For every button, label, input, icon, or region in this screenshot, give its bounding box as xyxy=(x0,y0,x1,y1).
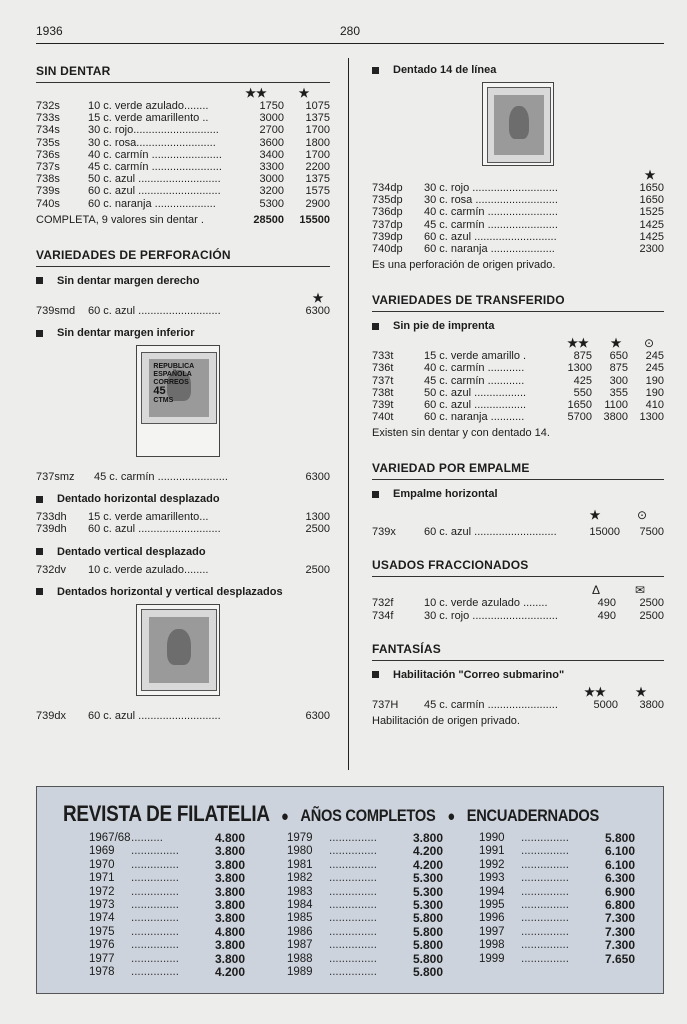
section-title-perforacion: VARIEDADES DE PERFORACIÓN xyxy=(36,248,330,267)
bullet-square-icon xyxy=(372,67,379,74)
list-item: 733t 15 c. verde amarillo . 875 650 245 xyxy=(372,350,664,363)
list-item: 740dp 60 c. naranja ..................... 2300 xyxy=(372,242,664,255)
bullet-square-icon xyxy=(36,330,43,337)
bullet-square-icon xyxy=(36,496,43,503)
price-row: 1980 ............... 4.200 xyxy=(287,844,444,859)
list-item: 740t 60 c. naranja ........... 5700 3800 1300 xyxy=(372,411,664,424)
stamp-image xyxy=(487,87,551,163)
list-item: 734f 30 c. rojo ............................ 490 2500 xyxy=(372,609,664,622)
price-row: 1973 ............... 3.800 xyxy=(89,897,246,912)
bullet-square-icon xyxy=(372,671,379,678)
price-row: 1967/68 .......... 4.800 xyxy=(89,831,246,845)
column-divider xyxy=(348,58,349,770)
list-item: 739smd 60 c. azul ........................... 6300 xyxy=(36,304,330,317)
section-title-sin-dentar: SIN DENTAR xyxy=(36,64,330,83)
note-text: Existen sin dentar y con dentado 14. xyxy=(372,427,550,440)
used-symbol: ⊙ xyxy=(636,508,648,523)
list-item: 735dp 30 c. rosa ........................... 1650 xyxy=(372,194,664,207)
price-row: 1971 ............... 3.800 xyxy=(89,871,246,886)
note-text: Habilitación de origen privado. xyxy=(372,715,520,727)
price-row: 1974 ............... 3.800 xyxy=(89,911,246,926)
list-item: 739dh 60 c. azul ........................... 2500 xyxy=(36,523,330,536)
price-column xyxy=(89,832,259,979)
sin-dentar-list xyxy=(36,100,330,210)
list-item: 740s 60 c. naranja .................... 5300 2900 xyxy=(36,197,330,210)
subsection-title: Habilitación "Correo submarino" xyxy=(372,669,664,681)
section-title-empalme: VARIEDAD POR EMPALME xyxy=(372,461,664,480)
list-item: 737smz 45 c. carmín ....................... 6300 xyxy=(36,471,330,484)
header-year: 1936 xyxy=(36,24,63,38)
price-row: 1996 ............... 7.300 xyxy=(479,911,636,926)
list-item: 736dp 40 c. carmín ....................... 1525 xyxy=(372,206,664,219)
note-text: Es una perforación de origen privado. xyxy=(372,259,556,272)
stamp-lettering: REPUBLICA ESPAÑOLA CORREOS 45 CTMS xyxy=(153,363,195,405)
price-row: 1970 ............... 3.800 xyxy=(89,857,246,872)
symbol-row xyxy=(372,336,664,350)
list-item: 732dv 10 c. verde azulado........ 2500 xyxy=(36,563,330,576)
portrait-icon xyxy=(167,629,191,665)
price-row: 1992 ............... 6.100 xyxy=(479,857,636,872)
dentado-horizontal-list xyxy=(36,511,330,535)
price-row: 1990 ............... 5.800 xyxy=(479,831,636,845)
price-row: 1988 ............... 5.800 xyxy=(287,951,444,966)
list-item: 738s 50 c. azul ........................... 3000 1375 xyxy=(36,173,330,186)
price-row: 1981 ............... 4.200 xyxy=(287,857,444,872)
section-title-transferido: VARIEDADES DE TRANSFERIDO xyxy=(372,293,664,312)
fraccionados-list xyxy=(372,597,664,621)
symbol-row xyxy=(372,508,664,522)
price-row: 1978 ............... 4.200 xyxy=(89,964,246,979)
price-row: 1998 ............... 7.300 xyxy=(479,938,636,953)
hinged-symbol: ★ xyxy=(298,86,310,100)
hinged-symbol: ★ xyxy=(589,508,601,523)
subsection-title: Sin dentar margen inferior xyxy=(36,327,330,339)
list-item: 737t 45 c. carmín ............ 425 300 190 xyxy=(372,374,664,387)
list-item: 739t 60 c. azul ................. 1650 1100 410 xyxy=(372,398,664,411)
transferido-list xyxy=(372,350,664,423)
price-row: 1986 ............... 5.800 xyxy=(287,924,444,939)
price-row: 1969 ............... 3.800 xyxy=(89,844,246,859)
bullet-square-icon xyxy=(36,548,43,555)
price-row: 1993 ............... 6.300 xyxy=(479,871,636,886)
price-row: 1994 ............... 6.900 xyxy=(479,884,636,899)
price-row: 1991 ............... 6.100 xyxy=(479,844,636,859)
price-row: 1975 ............... 4.800 xyxy=(89,924,246,939)
price-column xyxy=(287,832,457,979)
stamp-illustration xyxy=(482,82,554,166)
fragment-symbol: Δ xyxy=(591,583,600,598)
stamp-image xyxy=(141,609,217,691)
hinged-symbol: ★ xyxy=(312,290,324,305)
hinged-symbol: ★ xyxy=(635,684,647,699)
bullet-square-icon xyxy=(36,277,43,284)
price-row: 1987 ............... 5.800 xyxy=(287,938,444,953)
list-item: 739dp 60 c. azul ........................... 1425 xyxy=(372,230,664,243)
bullet-dot-icon: ● xyxy=(280,808,289,825)
banner-title: REVISTA DE FILATELIA ● AÑOS COMPLETOS ● ENCUADERNADOS xyxy=(63,801,600,826)
used-symbol: ⊙ xyxy=(643,336,655,351)
price-row: 1983 ............... 5.300 xyxy=(287,884,444,899)
price-row: 1984 ............... 5.300 xyxy=(287,897,444,912)
bullet-square-icon xyxy=(36,588,43,595)
symbol-row xyxy=(36,86,330,100)
mint-symbol: ★★ xyxy=(245,86,267,100)
subsection-title: Dentado horizontal desplazado xyxy=(36,493,330,505)
price-row: 1982 ............... 5.300 xyxy=(287,871,444,886)
symbol-row xyxy=(372,583,664,597)
stamp-image xyxy=(141,352,217,424)
complete-set-row xyxy=(36,214,330,226)
price-row: 1976 ............... 3.800 xyxy=(89,938,246,953)
hinged-symbol: ★ xyxy=(644,168,656,182)
bullet-square-icon xyxy=(372,491,379,498)
complete-desc: COMPLETA, 9 valores sin dentar . xyxy=(36,213,204,226)
page-number: 280 xyxy=(340,24,361,38)
section-title-fraccionados: USADOS FRACCIONADOS xyxy=(372,558,664,577)
subsection-title: Dentado vertical desplazado xyxy=(36,546,330,558)
price-row: 1995 ............... 6.800 xyxy=(479,897,636,912)
portrait-icon xyxy=(509,106,529,139)
bullet-square-icon xyxy=(372,323,379,330)
price-column xyxy=(479,832,649,966)
bullet-dot-icon: ● xyxy=(447,808,455,825)
subsection-title: Empalme horizontal xyxy=(372,488,664,500)
mint-symbol: ★★ xyxy=(584,684,606,699)
list-item: 739dx 60 c. azul ........................... 6300 xyxy=(36,709,330,722)
list-item: 734dp 30 c. rojo ............................ 1650 xyxy=(372,182,664,194)
list-item: 732s 10 c. verde azulado........ 1750 1075 xyxy=(36,100,330,112)
stamp-illustration xyxy=(136,604,220,696)
list-item: 739s 60 c. azul ........................... 3200 1575 xyxy=(36,185,330,198)
advertisement-banner xyxy=(36,786,664,994)
price-row: 1972 ............... 3.800 xyxy=(89,884,246,899)
dentado14-list xyxy=(372,182,664,255)
stamp-illustration xyxy=(136,345,220,457)
subsection-title: Sin pie de imprenta xyxy=(372,320,664,332)
subsection-title: Dentado 14 de línea xyxy=(372,64,664,76)
section-title-fantasias: FANTASÍAS xyxy=(372,642,664,661)
list-item: 733dh 15 c. verde amarillento... 1300 xyxy=(36,511,330,524)
price-row: 1979 ............... 3.800 xyxy=(287,831,444,845)
hinged-symbol: ★ xyxy=(610,336,622,351)
subsection-title: Sin dentar margen derecho xyxy=(36,275,330,287)
subsection-title: Dentados horizontal y vertical desplazados xyxy=(36,586,330,598)
list-item: 737H 45 c. carmín ....................... 5000 3800 xyxy=(372,698,664,711)
right-column xyxy=(372,58,664,727)
envelope-icon: ✉ xyxy=(634,583,646,598)
list-item: 736s 40 c. carmín ....................... 3400 1700 xyxy=(36,148,330,161)
list-item: 736t 40 c. carmín ............ 1300 875 245 xyxy=(372,362,664,375)
list-item: 739x 60 c. azul ........................... 15000 7500 xyxy=(372,526,664,539)
price-row: 1977 ............... 3.800 xyxy=(89,951,246,966)
left-column xyxy=(36,58,330,722)
list-item: 737dp 45 c. carmín ....................... 1425 xyxy=(372,218,664,231)
symbol-row xyxy=(372,685,664,699)
list-item: 734s 30 c. rojo............................ 2700 1700 xyxy=(36,124,330,137)
list-item: 732f 10 c. verde azulado ........ 490 2500 xyxy=(372,597,664,610)
price-row: 1989 ............... 5.800 xyxy=(287,964,444,979)
symbol-row xyxy=(36,291,330,305)
complete-v2: 15500 xyxy=(299,213,330,226)
symbol-row xyxy=(372,168,664,182)
header-rule xyxy=(36,43,664,44)
price-row: 1999 ............... 7.650 xyxy=(479,951,636,966)
list-item: 733s 15 c. verde amarillento .. 3000 1375 xyxy=(36,112,330,125)
list-item: 735s 30 c. rosa.......................... 3600 1800 xyxy=(36,136,330,149)
list-item: 737s 45 c. carmín ....................... 3300 2200 xyxy=(36,160,330,173)
list-item: 738t 50 c. azul ................. 550 355 190 xyxy=(372,386,664,399)
complete-v1: 28500 xyxy=(253,213,284,226)
price-row: 1985 ............... 5.800 xyxy=(287,911,444,926)
mint-symbol: ★★ xyxy=(567,336,589,351)
price-row: 1997 ............... 7.300 xyxy=(479,924,636,939)
